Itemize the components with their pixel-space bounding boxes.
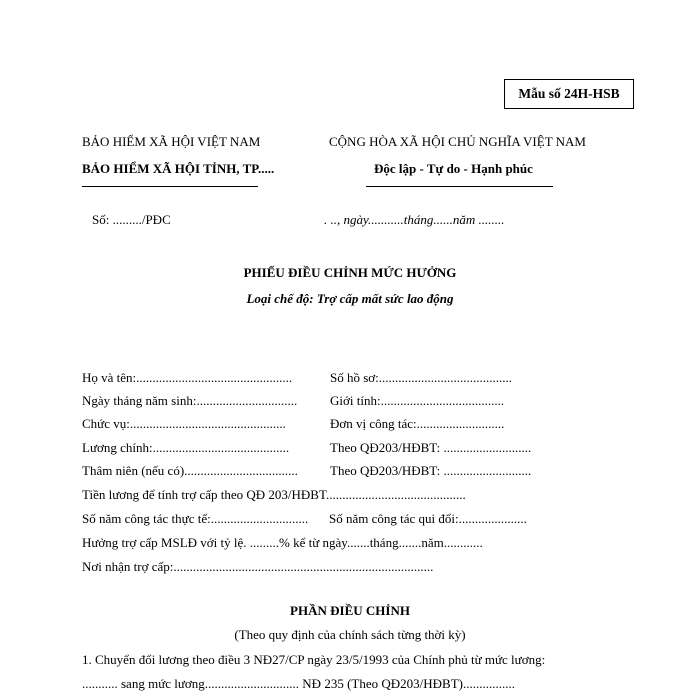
field-seniority-decision: Theo QĐ203/HĐBT: ........................... [330,463,532,478]
field-position: Chức vụ:................................................ [82,416,286,431]
field-gender: Giới tính:...................................... [330,393,505,408]
agency-name: BẢO HIỂM XÃ HỘI VIỆT NAM [82,134,261,149]
national-title: CỘNG HÒA XÃ HỘI CHỦ NGHĨA VIỆT NAM [329,134,586,149]
national-motto: Độc lập - Tự do - Hạnh phúc [374,161,533,176]
form-code-box: Mẫu số 24H-HSB [504,79,634,109]
adjustment-item-1-continued: ........... sang mức lương............................. NĐ 235 (Theo QĐ203/HĐBT)................ [82,676,515,691]
provincial-agency-name: BẢO HIỂM XÃ HỘI TỈNH, TP..... [82,161,275,176]
field-file-number: Số hồ sơ:......................................... [330,370,513,385]
adjustment-item-1: 1. Chuyển đổi lương theo điều 3 NĐ27/CP ngày 23/5/1993 của Chính phủ từ mức lương: [82,652,546,667]
section-heading: PHẦN ĐIỀU CHỈNH [290,603,410,618]
section-note: (Theo quy định của chính sách từng thời kỳ) [234,627,466,642]
right-header-rule [366,186,553,187]
field-salary-decision: Theo QĐ203/HĐBT: ........................... [330,440,532,455]
field-date-of-birth: Ngày tháng năm sinh:............................... [82,393,298,408]
field-base-salary: Tiền lương để tính trợ cấp theo QĐ 203/HĐBT........................................... [82,487,466,502]
document-number: Số: ........./PĐC [92,212,171,227]
field-main-salary: Lương chính:.......................................... [82,440,290,455]
document-title: PHIẾU ĐIỀU CHỈNH MỨC HƯỞNG [243,265,457,280]
field-seniority: Thâm niên (nếu có)................................... [82,463,298,478]
field-full-name: Họ và tên:................................................ [82,370,293,385]
field-converted-years: Số năm công tác qui đổi:..................... [329,511,527,526]
date-line: . .., ngày...........tháng......năm ........ [324,212,505,227]
field-actual-years: Số năm công tác thực tế:.............................. [82,511,309,526]
field-allowance-rate: Hưởng trợ cấp MSLĐ với tỷ lệ. .........% kể từ ngày.......tháng.......năm............ [82,535,483,550]
field-receiving-place: Nơi nhận trợ cấp:................................................................................ [82,559,434,574]
document-subtitle: Loại chế độ: Trợ cấp mất sức lao động [246,291,454,306]
left-header-rule [82,186,258,187]
field-work-unit: Đơn vị công tác:........................... [330,416,505,431]
